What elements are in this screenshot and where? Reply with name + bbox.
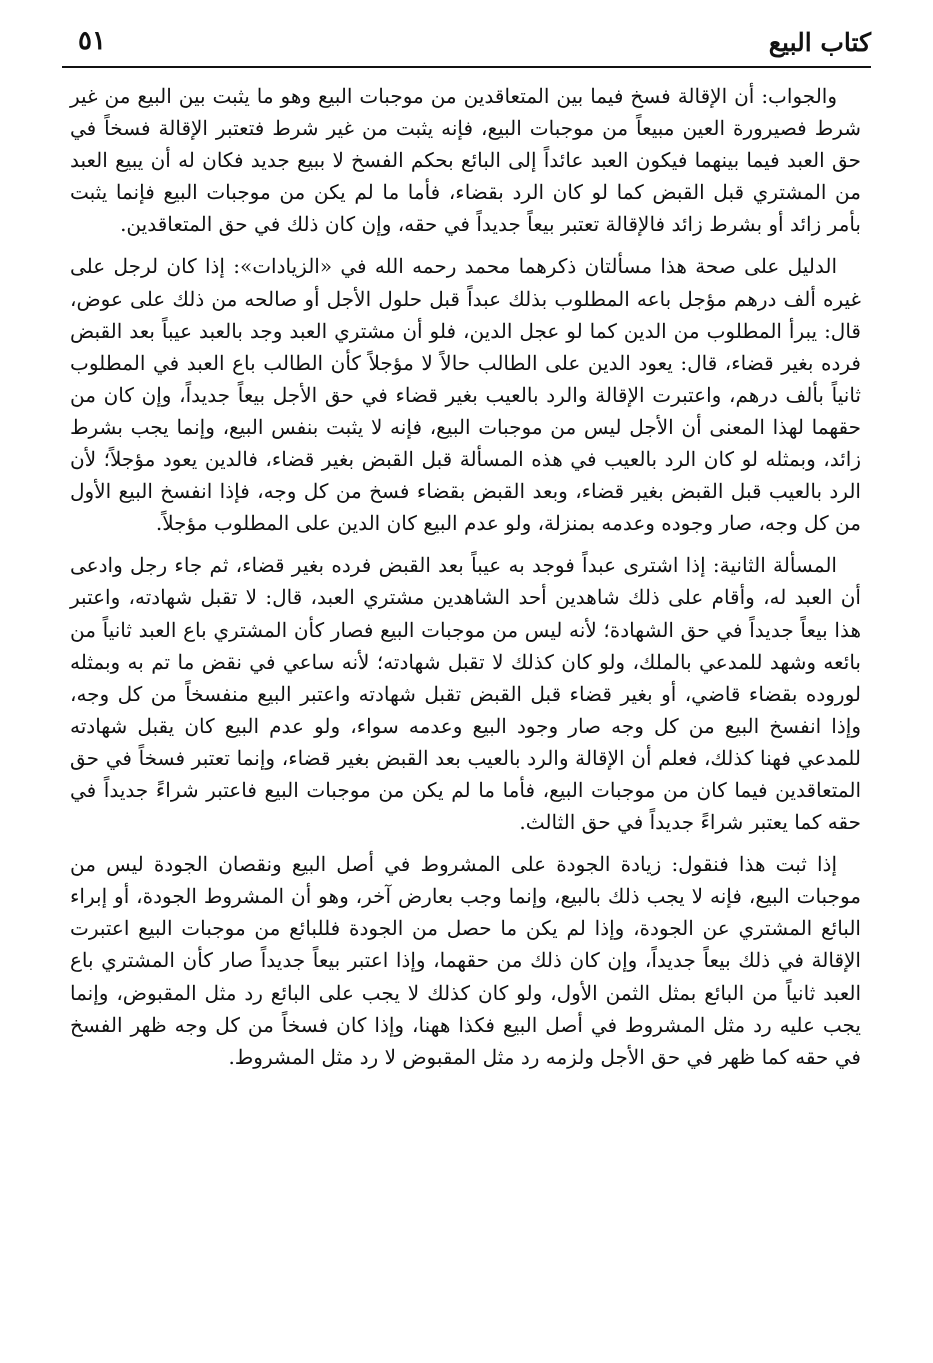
page-number: ٥١ [78,26,106,56]
paragraph-second-issue: المسألة الثانية: إذا اشترى عبداً فوجد به عيباً بعد القبض فرده بغير قضاء، ثم جاء رجل وادعى أن العبد له، وأقام على ذلك شاهدين أحد الشاهدين مشتري العبد، قال: لا تقبل شهادته، واعتبر هذا بيعاً جديداً في حق الشهادة؛ لأنه ليس من موجبات البيع فصار كأن المشتري باع العبد ثانياً من بائعه وشهد للمدعي بالملك، ولو كان كذلك لا تقبل شهادته؛ لأنه ساعي في نقض ما تم به وبمثله لوروده بقضاء قاضي، أو بغير قضاء قبل القبض تقبل شهادته واعتبر البيع منفسخاً من كل وجه، وإذا انفسخ البيع من كل وجه صار وجود البيع وعدمه سواء، ولو عدم البيع كان يقبل شهادته للمدعي فهنا كذلك، فعلم أن الإقالة والرد بالعيب بعد القبض بغير قضاء، وإنما تعتبر فسخاً في حق المتعاقدين فيما كان من موجبات البيع، فأما ما لم يكن من موجبات البيع فاعتبر شراءً جديداً في حقه كما يعتبر شراءً جديداً في حق الثالث. [70,553,861,835]
paragraph-answer: والجواب: أن الإقالة فسخ فيما بين المتعاقدين من موجبات البيع وهو ما يثبت بين البيع من غير شرط فصيرورة العين مبيعاً من موجبات البيع، فإنه يثبت من غير شرط فتعتبر الإقالة فسخاً في حق العبد فيما بينهما فيكون العبد عائداً إلى البائع بحكم الفسخ لا ببيع جديد فكان له أن يبيع العبد من المشتري قبل القبض كما لو كان الرد بقضاء، فأما ما لم يكن من موجبات البيع فإنما يثبت بأمر زائد أو بشرط زائد فالإقالة تعتبر بيعاً جديداً في حقه، وإن كان ذلك في حق المتعاقدين. [70,84,861,237]
running-head-title: كتاب البيع [768,28,871,57]
page-header [62,22,871,68]
paragraph-conclusion: إذا ثبت هذا فنقول: زيادة الجودة على المشروط في أصل البيع ونقصان الجودة ليس من موجبات البيع، فإنه لا يجب ذلك بالبيع، وإنما وجب بعارض آخر، وهو أن المشروط الجودة، أو إبراء البائع المشتري عن الجودة، وإذا لم يكن ما حصل من الجودة فللبائع من موجبات البيع اعتبرت الإقالة في ذلك بيعاً جديداً، وإن كان ذلك من حقهما، وإذا اعتبر بيعاً جديداً صار كأن المشتري باع العبد ثانياً من البائع بمثل الثمن الأول، ولو كان كذلك لا يجب على البائع رد مثل المقبوض، وإنما يجب عليه رد مثل المشروط في أصل البيع فكذا ههنا، وإذا كان فسخاً من كل وجه ظهر الفسخ في حقه كما ظهر في حق الأجل ولزمه رد مثل المقبوض لا رد مثل المشروط. [70,852,861,1069]
main-text [70,80,861,1083]
paragraph-evidence: الدليل على صحة هذا مسألتان ذكرهما محمد رحمه الله في «الزيادات»: إذا كان لرجل على غيره ألف درهم مؤجل باعه المطلوب بذلك عبداً قبل حلول الأجل أو صالحه من ذلك على عوض، قال: يبرأ المطلوب من الدين كما لو عجل الدين، فلو أن مشتري العبد وجد بالعبد عيباً بعد القبض فرده بغير قضاء، قال: يعود الدين على الطالب حالاً لا مؤجلاً كأن الطالب باع العبد في المطلوب ثانياً بألف درهم، واعتبرت الإقالة والرد بالعيب بغير قضاء في حق الأجل بيعاً جديداً، وإن كان من حقهما لهذا المعنى أن الأجل ليس من موجبات البيع، فإنه لا يثبت بنفس البيع، وإنما يجب بشرط زائد، وبمثله لو كان الرد بالعيب في هذه المسألة قبل القبض بغير قضاء، فالدين يعود مؤجلاً؛ لأن الرد بالعيب قبل القبض بغير قضاء، وبعد القبض بقضاء فسخ من كل وجه، فإذا انفسخ البيع الأول من كل وجه، صار وجوده وعدمه بمنزلة، ولو عدم البيع كان الدين على المطلوب مؤجلاً. [70,254,861,536]
